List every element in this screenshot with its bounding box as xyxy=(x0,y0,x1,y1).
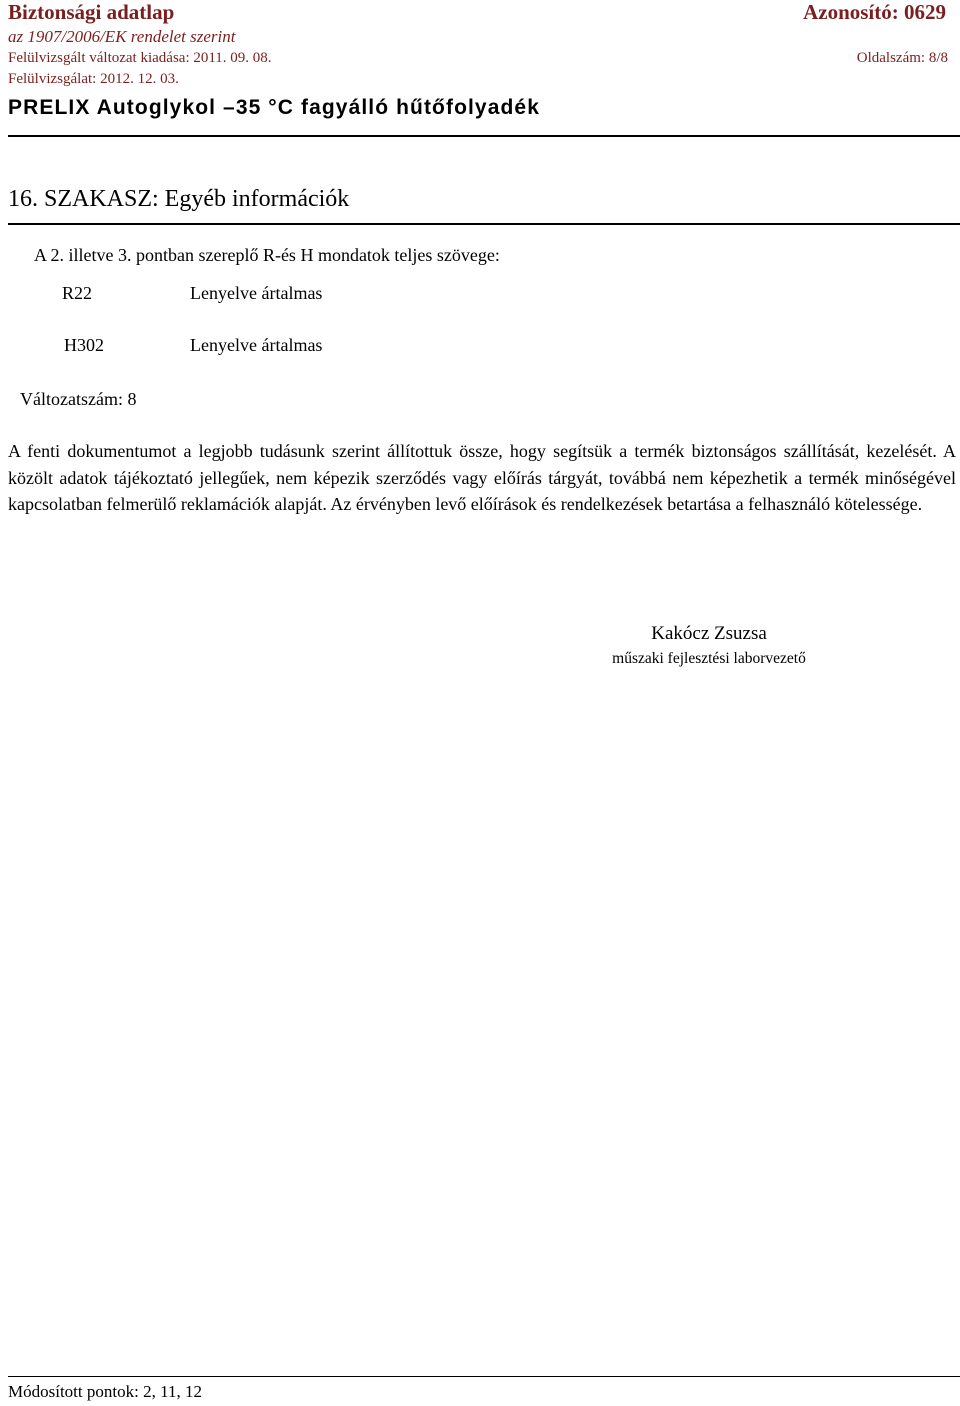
phrase-text: Lenyelve ártalmas xyxy=(190,283,323,303)
section-heading: 16. SZAKASZ: Egyéb információk xyxy=(8,186,350,212)
review-date: Felülvizsgálat: 2012. 12. 03. xyxy=(8,71,179,87)
phrase-text: Lenyelve ártalmas xyxy=(190,335,323,355)
page-number: Oldalszám: 8/8 xyxy=(856,50,948,66)
version-number: Változatszám: 8 xyxy=(20,389,137,409)
revision-date: Felülvizsgált változat kiadása: 2011. 09. 08. xyxy=(8,50,272,66)
document-title: Biztonsági adatlap xyxy=(8,0,175,24)
modified-sections: Módosított pontok: 2, 11, 12 xyxy=(8,1382,202,1401)
header-divider xyxy=(8,135,960,137)
document-identifier: Azonosító: 0629 xyxy=(803,0,946,24)
product-name: PRELIX Autoglykol –35 °C fagyálló hűtőfolyadék xyxy=(8,96,540,119)
phrases-intro: A 2. illetve 3. pontban szereplő R-és H mondatok teljes szövege: xyxy=(34,245,500,265)
disclaimer-paragraph: A fenti dokumentumot a legjobb tudásunk szerint állítottuk össze, hogy segítsük a termék biztonságos szállítását, kezelését. A közölt adatok tájékoztató jellegűek, nem képezik szerződés vagy előírás tárgyát, továbbá nem képezhetik a termék minőségével kapcsolatban felmerülő reklamációk alapját. Az érvényben levő előírások és rendelkezések betartása a felhasználó kötelessége. xyxy=(8,441,956,514)
section-heading-underline xyxy=(8,223,960,225)
regulation-reference: az 1907/2006/EK rendelet szerint xyxy=(8,27,236,46)
phrase-code: H302 xyxy=(64,335,104,355)
signatory-name: Kakócz Zsuzsa xyxy=(651,623,767,644)
phrase-code: R22 xyxy=(61,283,92,303)
footer-divider xyxy=(8,1376,960,1377)
signatory-title: műszaki fejlesztési laborvezető xyxy=(612,650,806,667)
